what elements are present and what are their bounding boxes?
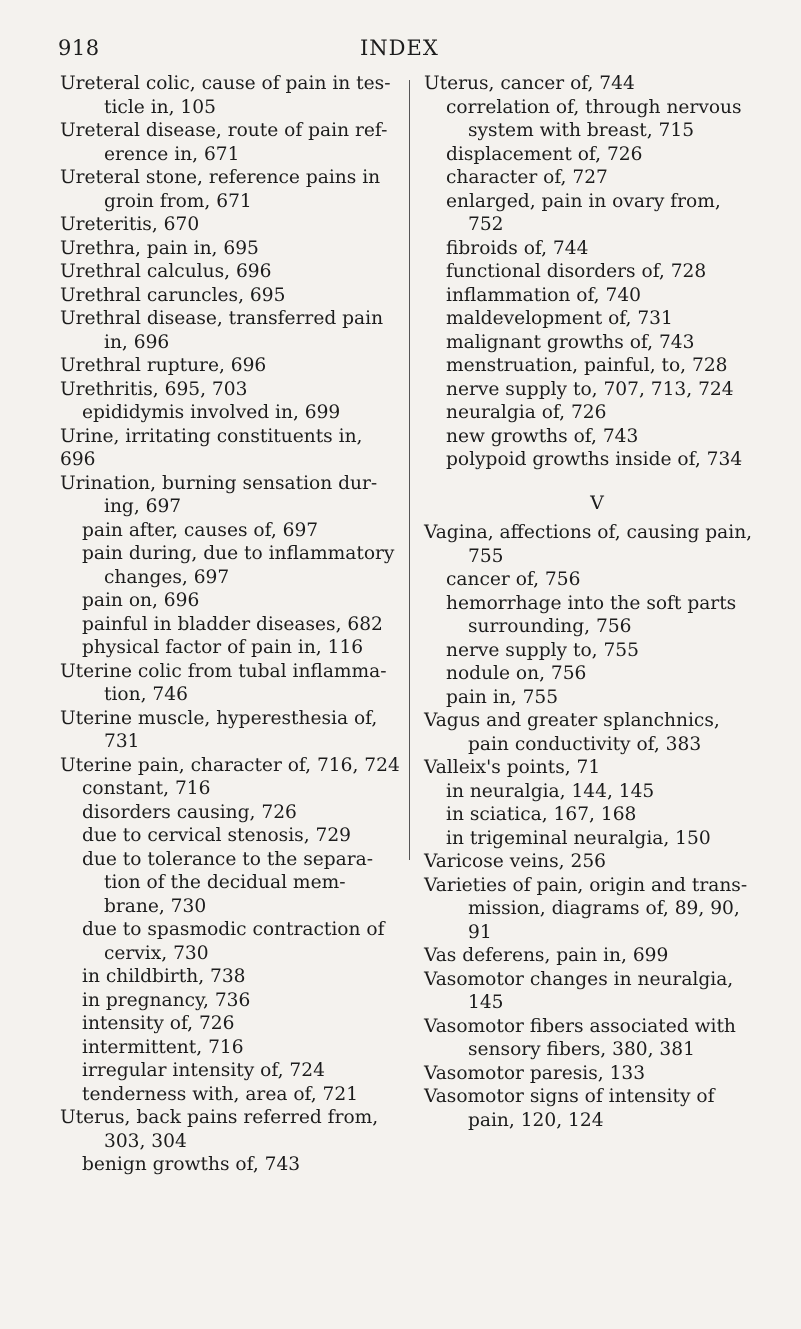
index-entry-continuation: in, 696 bbox=[104, 331, 170, 353]
right-column-top bbox=[424, 72, 770, 472]
index-subentry: in neuralgia, 144, 145 bbox=[446, 780, 655, 802]
index-subentry: pain on, 696 bbox=[82, 590, 200, 611]
index-entry: Vas deferens, pain in, 699 bbox=[424, 945, 669, 966]
index-entry-continuation: ing, 697 bbox=[104, 496, 182, 517]
running-head: INDEX bbox=[360, 36, 439, 60]
index-subentry: constant, 716 bbox=[82, 778, 211, 799]
index-subentry: character of, 727 bbox=[446, 167, 608, 188]
index-entry: Ureteral disease, route of pain ref- bbox=[60, 120, 388, 141]
index-entry: Urethral calculus, 696 bbox=[60, 261, 272, 282]
index-subentry: epididymis involved in, 699 bbox=[82, 402, 341, 423]
index-entry-continuation: tion of the decidual mem- bbox=[104, 872, 346, 893]
index-subentry: due to tolerance to the separa- bbox=[82, 848, 373, 870]
index-entry-continuation: system with breast, 715 bbox=[468, 120, 695, 141]
index-entry-continuation: 303, 304 bbox=[104, 1130, 187, 1152]
index-entry-continuation: erence in, 671 bbox=[104, 143, 240, 165]
index-subentry: malignant growths of, 743 bbox=[446, 331, 695, 353]
index-entry: Vasomotor changes in neuralgia, bbox=[424, 968, 734, 990]
index-entry: Uterine pain, character of, 716, 724 bbox=[60, 754, 400, 776]
index-entry: Ureteral stone, reference pains in bbox=[60, 167, 381, 188]
index-subentry: in pregnancy, 736 bbox=[82, 989, 251, 1011]
index-entry-continuation: 91 bbox=[468, 921, 492, 943]
index-subentry: in trigeminal neuralgia, 150 bbox=[446, 827, 711, 849]
index-subentry: cancer of, 756 bbox=[446, 569, 581, 590]
index-entry: Vasomotor fibers associated with bbox=[424, 1015, 736, 1037]
index-subentry: neuralgia of, 726 bbox=[446, 402, 607, 423]
index-subentry: new growths of, 743 bbox=[446, 425, 639, 447]
index-subentry: enlarged, pain in ovary from, bbox=[446, 190, 721, 212]
index-entry: Varieties of pain, origin and trans- bbox=[424, 874, 748, 896]
column-divider bbox=[409, 80, 410, 860]
index-entry-continuation: changes, 697 bbox=[104, 566, 230, 588]
index-subentry: correlation of, through nervous bbox=[446, 96, 742, 118]
index-entry: Urethral rupture, 696 bbox=[60, 355, 267, 376]
index-entry-continuation: ticle in, 105 bbox=[104, 96, 216, 118]
index-subentry: intermittent, 716 bbox=[82, 1036, 244, 1058]
index-entry-continuation: tion, 746 bbox=[104, 684, 188, 705]
index-entry: Urethral caruncles, 695 bbox=[60, 284, 286, 306]
index-entry-continuation: 752 bbox=[468, 214, 504, 235]
index-entry: Vagus and greater splanchnics, bbox=[424, 710, 720, 731]
index-subentry: painful in bladder diseases, 682 bbox=[82, 613, 383, 635]
index-subentry: in childbirth, 738 bbox=[82, 966, 246, 987]
index-entry-continuation: pain conductivity of, 383 bbox=[468, 733, 702, 755]
index-entry: Urine, irritating constituents in, 696 bbox=[60, 425, 363, 470]
index-subentry: displacement of, 726 bbox=[446, 143, 643, 165]
index-subentry: fibroids of, 744 bbox=[446, 237, 589, 259]
index-entry-continuation: 731 bbox=[104, 731, 140, 752]
index-subentry: nodule on, 756 bbox=[446, 663, 587, 684]
right-column bbox=[424, 72, 770, 1132]
index-subentry: nerve supply to, 755 bbox=[446, 639, 639, 661]
index-entry: Uterus, cancer of, 744 bbox=[424, 73, 635, 94]
index-subentry: pain after, causes of, 697 bbox=[82, 519, 319, 541]
index-subentry: polypoid growths inside of, 734 bbox=[446, 449, 743, 470]
index-subentry: benign growths of, 743 bbox=[82, 1154, 301, 1175]
index-entry: Varicose veins, 256 bbox=[424, 851, 606, 872]
page-header bbox=[0, 36, 801, 66]
index-subentry: inflammation of, 740 bbox=[446, 284, 641, 306]
index-entry-continuation: mission, diagrams of, 89, 90, bbox=[468, 898, 740, 919]
index-entry: Vasomotor signs of intensity of bbox=[424, 1086, 715, 1107]
index-entry-continuation: 755 bbox=[468, 545, 504, 567]
index-entry-continuation: groin from, 671 bbox=[104, 190, 252, 212]
index-subentry: pain in, 755 bbox=[446, 686, 559, 708]
index-subentry: nerve supply to, 707, 713, 724 bbox=[446, 378, 734, 400]
index-entry: Uterine muscle, hyperesthesia of, bbox=[60, 707, 378, 729]
index-entry-continuation: surrounding, 756 bbox=[468, 616, 632, 637]
index-entry: Vasomotor paresis, 133 bbox=[424, 1062, 646, 1084]
index-subentry: disorders causing, 726 bbox=[82, 801, 297, 823]
right-column-bottom bbox=[424, 521, 770, 1132]
index-subentry: intensity of, 726 bbox=[82, 1013, 235, 1034]
index-subentry: irregular intensity of, 724 bbox=[82, 1060, 325, 1081]
index-entry-continuation: sensory fibers, 380, 381 bbox=[468, 1039, 695, 1060]
index-subentry: due to cervical stenosis, 729 bbox=[82, 825, 352, 846]
index-entry: Uterine colic from tubal inflamma- bbox=[60, 660, 387, 682]
index-subentry: functional disorders of, 728 bbox=[446, 261, 707, 282]
index-subentry: physical factor of pain in, 116 bbox=[82, 637, 364, 658]
index-entry: Urination, burning sensation dur- bbox=[60, 472, 378, 494]
index-subentry: pain during, due to inflammatory bbox=[82, 543, 395, 564]
index-subentry: tenderness with, area of, 721 bbox=[82, 1083, 359, 1105]
index-entry: Ureteral colic, cause of pain in tes- bbox=[60, 73, 391, 94]
left-column bbox=[60, 72, 400, 1177]
index-subentry: hemorrhage into the soft parts bbox=[446, 592, 737, 614]
section-letter: V bbox=[590, 491, 604, 514]
index-entry: Valleix's points, 71 bbox=[424, 757, 601, 778]
index-entry: Urethritis, 695, 703 bbox=[60, 378, 248, 400]
index-entry: Urethra, pain in, 695 bbox=[60, 237, 259, 259]
index-entry-continuation: pain, 120, 124 bbox=[468, 1109, 604, 1131]
index-subentry: due to spasmodic contraction of bbox=[82, 919, 385, 940]
index-entry: Ureteritis, 670 bbox=[60, 214, 200, 235]
index-entry: Uterus, back pains referred from, bbox=[60, 1107, 379, 1128]
index-entry: Vagina, affections of, causing pain, bbox=[424, 522, 753, 543]
index-entry-continuation: brane, 730 bbox=[104, 895, 207, 917]
index-subentry: menstruation, painful, to, 728 bbox=[446, 355, 728, 376]
index-subentry: maldevelopment of, 731 bbox=[446, 308, 673, 329]
index-entry-continuation: cervix, 730 bbox=[104, 942, 209, 964]
index-subentry: in sciatica, 167, 168 bbox=[446, 804, 637, 825]
page-number: 918 bbox=[58, 36, 100, 60]
index-entry: Urethral disease, transferred pain bbox=[60, 308, 384, 329]
index-entry-continuation: 145 bbox=[468, 992, 504, 1013]
